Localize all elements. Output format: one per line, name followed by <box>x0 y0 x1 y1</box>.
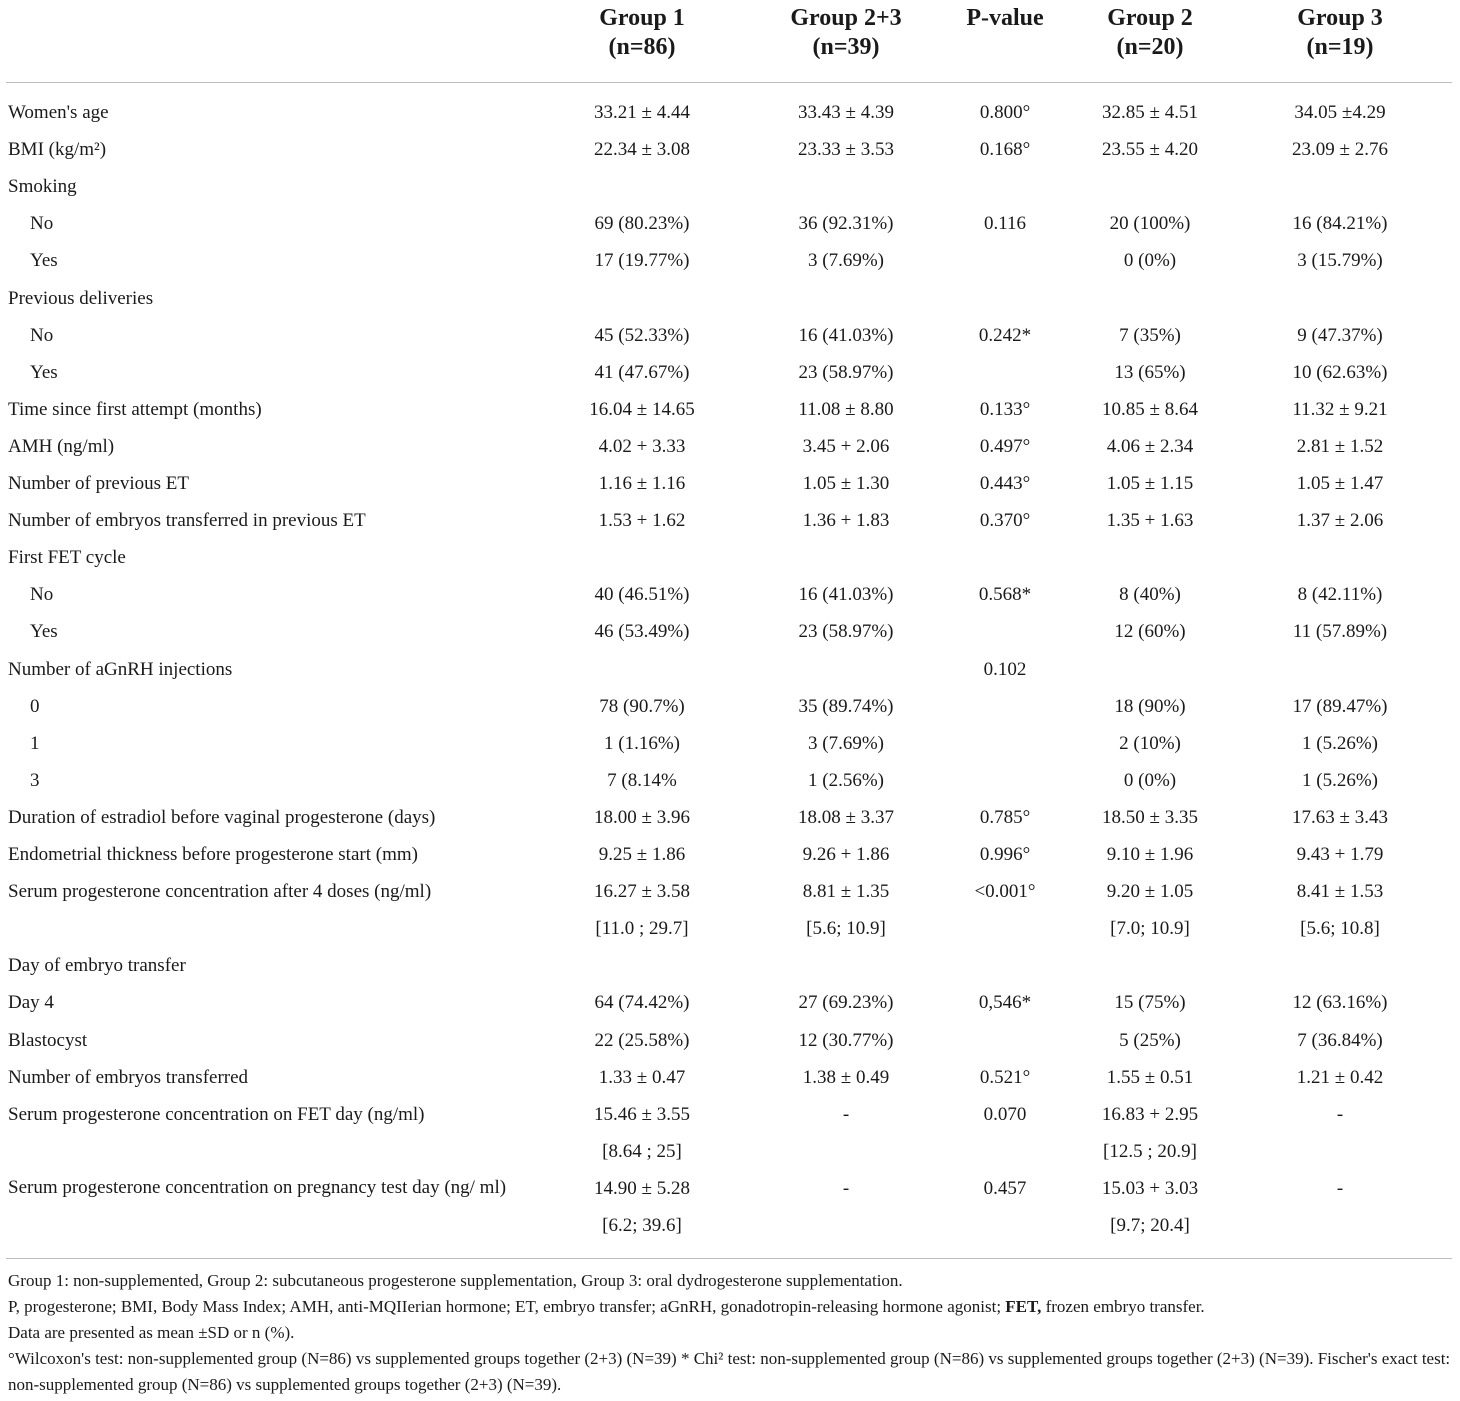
cell-group-1: 14.90 ± 5.28 <box>594 1177 690 1199</box>
cell-group-2: [12.5 ; 20.9] <box>1103 1140 1197 1162</box>
table-row <box>0 801 1460 838</box>
row-label: 3 <box>30 769 40 791</box>
row-label: Serum progesterone concentration after 4 doses (ng/ml) <box>8 881 432 903</box>
cell-group-2: 9.20 ± 1.05 <box>1106 881 1194 903</box>
table-row <box>0 912 1460 949</box>
cell-group-3: 16 (84.21%) <box>1292 213 1388 235</box>
table-row <box>0 578 1460 615</box>
table-row <box>0 430 1460 467</box>
cell-group-3: 7 (36.84%) <box>1297 1029 1383 1051</box>
table-row <box>0 133 1460 170</box>
cell-p-value: 0.116 <box>983 213 1027 235</box>
footnote-abbreviations <box>8 1294 1454 1320</box>
cell-group-2: 4.06 ± 2.34 <box>1106 435 1194 457</box>
cell-p-value: 0,546* <box>978 992 1032 1014</box>
header-label: Group 2+3 <box>790 5 902 31</box>
header-label: Group 2 <box>1107 5 1193 31</box>
header-label: Group 3 <box>1297 5 1383 31</box>
row-label: Yes <box>30 250 58 272</box>
cell-group-2: 12 (60%) <box>1114 621 1186 643</box>
cell-group-2-3: 16 (41.03%) <box>798 584 894 606</box>
cell-group-1: [8.64 ; 25] <box>602 1140 682 1162</box>
cell-group-3: - <box>1336 1177 1344 1199</box>
cell-group-1: 16.27 ± 3.58 <box>594 881 690 903</box>
row-label: BMI (kg/m²) <box>8 139 107 161</box>
cell-group-1: 78 (90.7%) <box>599 695 685 717</box>
table-row <box>0 282 1460 319</box>
cell-p-value: 0.102 <box>983 658 1027 680</box>
cell-group-2: 16.83 + 2.95 <box>1101 1103 1199 1125</box>
row-label: Number of aGnRH injections <box>8 658 233 680</box>
header-group-1 <box>542 4 742 62</box>
cell-group-2-3: 9.26 + 1.86 <box>802 844 890 865</box>
table-row <box>0 504 1460 541</box>
cell-p-value: 0.521° <box>979 1066 1031 1088</box>
row-label: Yes <box>30 621 58 643</box>
cell-group-1: 1.16 ± 1.16 <box>598 473 686 494</box>
cell-group-1: 69 (80.23%) <box>594 213 690 235</box>
cell-group-2: 23.55 ± 4.20 <box>1102 139 1198 161</box>
cell-group-2-3: - <box>842 1177 850 1199</box>
cell-group-1: 33.21 ± 4.44 <box>594 102 690 123</box>
cell-group-2-3: 12 (30.77%) <box>798 1029 894 1051</box>
cell-group-2: 8 (40%) <box>1119 584 1181 606</box>
cell-group-2-3: 35 (89.74%) <box>798 695 894 717</box>
cell-group-1: 41 (47.67%) <box>594 361 690 383</box>
cell-group-1: 1.33 ± 0.47 <box>598 1066 686 1088</box>
row-label: Time since first attempt (months) <box>8 398 262 420</box>
cell-group-3: 8 (42.11%) <box>1297 584 1383 606</box>
cell-group-1: 45 (52.33%) <box>594 324 690 346</box>
cell-p-value: 0.168° <box>979 139 1031 161</box>
table-row <box>0 986 1460 1023</box>
cell-group-1: 16.04 ± 14.65 <box>589 398 695 420</box>
cell-group-1: [6.2; 39.6] <box>602 1215 682 1236</box>
cell-group-3: 11 (57.89%) <box>1292 621 1388 643</box>
cell-group-2: 0 (0%) <box>1123 250 1177 272</box>
cell-group-2: 15 (75%) <box>1114 992 1186 1014</box>
table-row <box>0 615 1460 652</box>
row-label: Serum progesterone concentration on FET day (ng/ml) <box>8 1103 425 1125</box>
footnote-abbrev-text-end: frozen embryo transfer. <box>1041 1297 1205 1316</box>
cell-group-2-3: 23 (58.97%) <box>798 361 894 383</box>
cell-group-3: 1.05 ± 1.47 <box>1296 473 1384 494</box>
cell-p-value: 0.133° <box>979 398 1031 420</box>
cell-group-2: 13 (65%) <box>1114 361 1186 383</box>
cell-group-2-3: 16 (41.03%) <box>798 324 894 346</box>
cell-p-value: 0.568* <box>978 584 1032 606</box>
row-label: Blastocyst <box>8 1029 88 1051</box>
cell-group-3: 1 (5.26%) <box>1302 732 1378 754</box>
table-footnotes <box>8 1268 1454 1398</box>
row-label: Yes <box>30 361 58 383</box>
cell-group-2: 7 (35%) <box>1119 324 1181 346</box>
cell-group-2: 5 (25%) <box>1119 1029 1181 1051</box>
row-label: Number of embryos transferred <box>8 1066 249 1088</box>
table-row <box>0 170 1460 207</box>
footnote-tests: °Wilcoxon's test: non-supplemented group (N=86) vs supplemented groups together (2+3) (N=39) * Chi² test: non-supplemented group (N=86) vs supplemented groups together (2+3) (N=39). Fischer's exact test: non-supplemented group (N=86) vs supplemented groups together (2+3) (N=39). <box>8 1349 1451 1394</box>
cell-p-value: <0.001° <box>974 881 1036 903</box>
cell-group-2-3: 27 (69.23%) <box>798 992 894 1014</box>
cell-group-1: 22.34 ± 3.08 <box>594 139 690 161</box>
table-row <box>0 356 1460 393</box>
table-row <box>0 764 1460 801</box>
cell-group-2-3: 1.36 + 1.83 <box>802 510 890 532</box>
cell-p-value: 0.497° <box>979 435 1031 457</box>
cell-group-3: 1.37 ± 2.06 <box>1296 510 1384 532</box>
cell-group-1: 9.25 ± 1.86 <box>598 844 686 865</box>
cell-group-1: 4.02 + 3.33 <box>598 435 686 457</box>
cell-group-2-3: 1.05 ± 1.30 <box>802 473 890 494</box>
row-label: 1 <box>30 732 40 754</box>
cell-group-2: 18 (90%) <box>1114 695 1186 717</box>
table-row <box>0 541 1460 578</box>
cell-group-3: 3 (15.79%) <box>1297 250 1383 272</box>
cell-group-2: 9.10 ± 1.96 <box>1106 844 1194 865</box>
cell-group-3: 1.21 ± 0.42 <box>1296 1066 1384 1088</box>
cell-group-3: 23.09 ± 2.76 <box>1292 139 1388 161</box>
cell-group-2-3: 8.81 ± 1.35 <box>802 881 890 903</box>
table-row <box>0 96 1460 133</box>
cell-group-2: [9.7; 20.4] <box>1110 1215 1190 1236</box>
table-row <box>0 1172 1460 1209</box>
header-sublabel: (n=86) <box>608 34 676 60</box>
cell-p-value: 0.443° <box>979 473 1031 494</box>
cell-p-value: 0.457 <box>983 1177 1027 1199</box>
footnote-groups: Group 1: non-supplemented, Group 2: subcutaneous progesterone supplementation, Group 3: oral dydrogesterone supplementation. <box>8 1271 903 1290</box>
cell-group-1: 1 (1.16%) <box>604 732 680 754</box>
cell-group-2-3: - <box>842 1103 850 1125</box>
cell-group-3: 1 (5.26%) <box>1302 769 1378 791</box>
cell-group-1: [11.0 ; 29.7] <box>595 918 689 940</box>
row-label: Day 4 <box>8 992 54 1014</box>
row-label: Smoking <box>8 176 77 198</box>
cell-p-value: 0.800° <box>979 102 1031 123</box>
cell-group-2-3: 18.08 ± 3.37 <box>798 806 894 828</box>
cell-group-1: 7 (8.14% <box>607 769 677 791</box>
header-divider <box>6 82 1452 83</box>
cell-group-2: 18.50 ± 3.35 <box>1102 806 1198 828</box>
table-row <box>0 207 1460 244</box>
cell-group-2: 32.85 ± 4.51 <box>1102 102 1198 123</box>
table-row <box>0 1061 1460 1098</box>
cell-group-2-3: 3.45 + 2.06 <box>802 435 890 457</box>
row-label: First FET cycle <box>8 547 126 569</box>
cell-group-1: 22 (25.58%) <box>594 1029 690 1051</box>
cell-p-value: 0.070 <box>983 1103 1027 1125</box>
cell-group-2: 20 (100%) <box>1109 213 1191 235</box>
table-row <box>0 690 1460 727</box>
cell-group-2-3: 3 (7.69%) <box>808 250 884 272</box>
cell-p-value: 0.996° <box>979 844 1031 865</box>
row-label: Number of embryos transferred in previous ET <box>8 510 366 532</box>
cell-group-3: 10 (62.63%) <box>1292 361 1388 383</box>
row-label: No <box>30 324 54 346</box>
table-row <box>0 653 1460 690</box>
cell-group-3: 34.05 ±4.29 <box>1294 102 1386 123</box>
row-label: Women's age <box>8 102 109 123</box>
cell-group-3: 12 (63.16%) <box>1292 992 1388 1014</box>
cell-group-2-3: 23 (58.97%) <box>798 621 894 643</box>
row-label: 0 <box>30 695 40 717</box>
row-label: Endometrial thickness before progesterone start (mm) <box>8 844 418 865</box>
cell-group-2-3: 11.08 ± 8.80 <box>798 398 894 420</box>
table-row <box>0 393 1460 430</box>
table-row <box>0 1098 1460 1135</box>
cell-group-1: 18.00 ± 3.96 <box>594 806 690 828</box>
table-row <box>0 244 1460 281</box>
cell-group-2-3: 33.43 ± 4.39 <box>798 102 894 123</box>
table-row <box>0 949 1460 986</box>
cell-group-1: 46 (53.49%) <box>594 621 690 643</box>
footer-divider <box>6 1258 1452 1259</box>
table-row <box>0 838 1460 875</box>
header-group-2 <box>1050 4 1250 62</box>
table-row <box>0 1135 1460 1172</box>
header-label: Group 1 <box>599 5 685 31</box>
cell-group-2-3: 1 (2.56%) <box>808 769 884 791</box>
cell-group-1: 64 (74.42%) <box>594 992 690 1014</box>
cell-group-1: 17 (19.77%) <box>594 250 690 272</box>
cell-group-2: 15.03 + 3.03 <box>1101 1177 1199 1199</box>
row-label: Serum progesterone concentration on pregnancy test day (ng/ ml) <box>8 1176 507 1198</box>
row-label: Previous deliveries <box>8 287 154 309</box>
row-label: Day of embryo transfer <box>8 955 186 977</box>
footnote-abbrev-bold: FET, <box>1005 1297 1042 1316</box>
cell-group-1: 40 (46.51%) <box>594 584 690 606</box>
header-label: P-value <box>966 5 1044 31</box>
cell-group-3: 17 (89.47%) <box>1292 695 1388 717</box>
footnote-abbrev-text: P, progesterone; BMI, Body Mass Index; AMH, anti-MQIIerian hormone; ET, embryo transfer; aGnRH, gonadotropin-releasing hormone agonist; <box>8 1297 1006 1316</box>
cell-group-3: - <box>1336 1103 1344 1125</box>
cell-group-2: [7.0; 10.9] <box>1110 918 1190 940</box>
cell-p-value: 0.785° <box>979 806 1031 828</box>
row-label: No <box>30 213 54 235</box>
cell-group-2-3: 36 (92.31%) <box>798 213 894 235</box>
cell-group-3: 8.41 ± 1.53 <box>1296 881 1384 903</box>
cell-group-2: 10.85 ± 8.64 <box>1102 398 1198 420</box>
cell-group-3: 11.32 ± 9.21 <box>1292 398 1388 420</box>
cell-group-2: 1.35 + 1.63 <box>1106 510 1194 532</box>
cell-group-2: 1.55 ± 0.51 <box>1106 1066 1194 1088</box>
cell-group-2-3: 23.33 ± 3.53 <box>798 139 894 161</box>
header-sublabel: (n=39) <box>812 34 880 60</box>
cell-group-3: 2.81 ± 1.52 <box>1296 435 1384 457</box>
table-row <box>0 727 1460 764</box>
cell-group-2-3: 1.38 ± 0.49 <box>802 1066 890 1088</box>
row-label: Duration of estradiol before vaginal progesterone (days) <box>8 806 436 828</box>
row-label: AMH (ng/ml) <box>8 435 115 457</box>
cell-group-2: 0 (0%) <box>1123 769 1177 791</box>
cell-group-1: 1.53 + 1.62 <box>598 510 686 532</box>
cell-group-1: 15.46 ± 3.55 <box>594 1103 690 1125</box>
header-sublabel: (n=20) <box>1116 34 1184 60</box>
footnote-data-format: Data are presented as mean ±SD or n (%). <box>8 1323 295 1342</box>
cell-group-2: 1.05 ± 1.15 <box>1106 473 1194 494</box>
cell-p-value: 0.242* <box>978 324 1032 346</box>
cell-group-2: 2 (10%) <box>1119 732 1181 754</box>
table-row <box>0 1209 1460 1246</box>
cell-p-value: 0.370° <box>979 510 1031 532</box>
table-row <box>0 319 1460 356</box>
cell-group-3: 9 (47.37%) <box>1297 324 1383 346</box>
header-sublabel: (n=19) <box>1306 34 1374 60</box>
row-label: Number of previous ET <box>8 473 189 494</box>
cell-group-2-3: 3 (7.69%) <box>808 732 884 754</box>
header-group-3 <box>1240 4 1440 62</box>
row-label: No <box>30 584 54 606</box>
cell-group-2-3: [5.6; 10.9] <box>806 918 886 940</box>
cell-group-3: [5.6; 10.8] <box>1300 918 1380 940</box>
table-row <box>0 467 1460 504</box>
cell-group-3: 17.63 ± 3.43 <box>1292 806 1388 828</box>
table-header <box>0 0 1460 82</box>
table-row <box>0 1024 1460 1061</box>
table-row <box>0 875 1460 912</box>
cell-group-3: 9.43 + 1.79 <box>1296 844 1384 865</box>
